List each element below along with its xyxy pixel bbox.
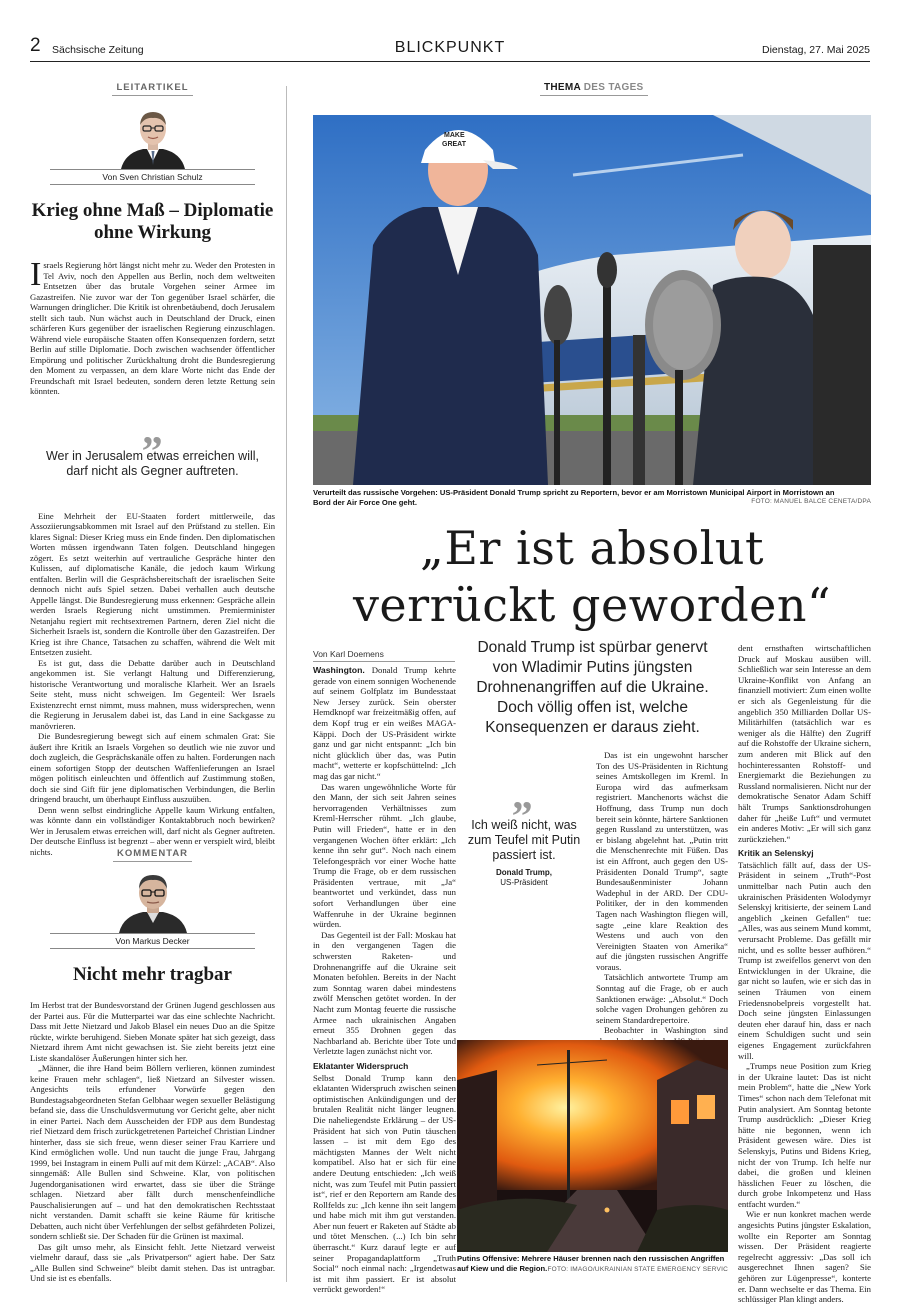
- photo1-credit: FOTO: MANUEL BALCE CENETA/DPA: [751, 498, 871, 505]
- kommentar-kicker: KOMMENTAR: [30, 848, 275, 859]
- headline-line-1: „Er ist absolut: [420, 521, 764, 575]
- article-column-3: dent ernsthaften wirtschaftlichen Druck auf Moskau ausüben will. Schließlich war sein Interesse an dem Ukraine-Konflikt von Anfang an finanziell motiviert: Zum einen wollte er sich als Gegenleistung für die angeblich 350 Milliarden Dollar US-Militärhilfen (tatsächlich war es weniger als die Hälfte) den Zugriff auf die Rohstoffe der Ukraine sichern, zum anderen mit Blick auf den hochinteressanten Rohstoff- und Energiemarkt die Beziehungen zu Russland normalisieren. Nicht nur der demokratische Senator Adam Schiff hält Trumps Sanktionsdrohungen daher für „heiße Luft“ und vermutet ein anderes Motiv: „Er will sich ganz zurückziehen.“ Kritik an Selenskyj Tatsächlich fällt auf, dass der US-Präsident in seinem „Truth“-Post unmittelbar nach Putin auch den ukrainischen Präsidenten Wolodymyr Selenskyj kritisierte, der seinem Land angeblich „keinen Gefallen“ tue: „Alles, was aus seinem Mund kommt, verursacht Probleme. Das gefällt mir nicht, und es sollte besser aufhören.“ Trump ist zweifellos genervt von den Entwicklungen in der Ukraine, die gar nicht so laufen, wie er sich das in seinen Träumen von einem Friedensnobelpreis vorgestellt hat. Doch seine jüngsten Einlassungen deuten eher darauf hin, dass er nach einem Schuldigen sucht und sein eigenes Engagement zurückfahren will. „Trumps neue Position zum Krieg in der Ukraine lautet: Das ist nicht mein Problem“, hatte die „New York Times“ schon nach dem Telefonat mit Putin analysiert. Am Sonntag betonte Trump ausdrücklich: „Dieser Krieg hätte nie begonnen, wenn ich Präsident gewesen wäre. Dies ist Selenskyjs, Putins und Bidens Krieg, nicht der von Trump. Ich helfe nur dabei, die großen und kleinen hässlichen Feuer zu löschen, die durch grobe Inkompetenz und Hass entfacht wurden.“ Wie er nun konkret machen werde angesichts Putins jüngster Eskalation, wollte ein Reporter am Sonntag wissen. Der Präsident reagierte regelrecht aggressiv: „Das soll ich ausgerechnet Ihnen sagen? Sie gehören zur Lügenpresse“, konterte er. Dann wechselte er das Thema. Ein schlüssiger Plan klingt anders.: [738, 643, 872, 1305]
- author-portrait-schulz: [113, 107, 193, 169]
- kommentar: [30, 848, 275, 1284]
- article-column-1: Washington. Donald Trump kehrte gerade von einem sonnigen Wochenende auf seinem Golfplatz im Bundesstaat New Jersey zurück. Sein oberster Hemdknopf war freizeitmäßig offen, auf dem Kopf trug er ein weißes MAGA-Käppi. Doch der US-Präsident wirkte ganz und gar nicht entspannt: „Ich bin nicht glücklich über das, was Putin macht“, wetterte er kopfschüttelnd: „Ich mag das gar nicht.“ Das waren ungewöhnliche Worte für den Mann, der sich seit Jahren seines hervorragenden Verhältnisses zum Kreml-Herrscher rühmt. „Ich glaube, Putin will Frieden“, hatte er in den vergangenen Wochen öfter erklärt: „Ich kenne ihn sehr gut“. Noch nach einem Telefongespräch vor einer Woche hatte Trump die Frage, ob er dem russischen Präsidenten vertraue, mit „Ja“ beantwortet und verkündet, dass nun sofort Verhandlungen über eine Waffenruhe in der Ukraine beginnen würden. Das Gegenteil ist der Fall: Moskau hat in den vergangenen Tagen die schwersten Raketen- und Drohnenangriffe auf die Ukraine seit Monaten befohlen. Bereits in der Nacht zum Sonntag waren dabei mindestens zwölf Menschen getötet worden. In der Nacht zum Montag feuerte die russische Armee nach ukrainischen Angaben erneut 355 Drohnen gegen das Nachbarland ab. Berichte über Tote und Verletzte lagen zunächst nicht vor. Eklatanter Widerspruch Selbst Donald Trump kann den eklatanten Widerspruch zwischen seinen optimistischen Ankündigungen und der brutalen Realität nicht länger leugnen. Die naheliegendste Erklärung – der US-Präsident hat sich von Putin täuschen lassen – ist mit dem Ego des mächtigsten Mannes der Welt nicht kompatibel. Also hat er sich für eine andere Deutung entschieden: „Ich weiß nicht, was zum Teufel mit Putin passiert ist“, rief er den Reportern am Rande des Rollfelds zu: „Ich kenne ihn seit langem und habe mich mit ihm gut verstanden. Aber nun feuert er Raketen auf Städte ab und tötet Menschen. (...) Ich bin sehr überrascht.“ Kurz darauf legte er auf seiner Propagandaplattform „Truth Social“ noch einmal nach: „Irgendetwas ist mit ihm passiert. Er ist absolut verrückt geworden!“: [313, 665, 457, 1295]
- subhead-widerspruch: Eklatanter Widerspruch: [313, 1060, 409, 1071]
- newspaper-name: Sächsische Zeitung: [52, 44, 144, 56]
- dateline: Washington.: [313, 665, 365, 675]
- thema-des-tages-kicker: THEMA DES TAGES: [540, 82, 648, 96]
- burning-houses-photo: [457, 1040, 728, 1252]
- main-pull-quote: Ich weiß nicht, was zum Teufel mit Putin passiert ist.: [467, 818, 581, 862]
- article-deck: Donald Trump ist spürbar genervt von Wladimir Putins jüngsten Drohnenangriffen auf die Ukraine. Doch völlig offen ist, welche Konsequenzen er daraus zieht.: [476, 639, 709, 736]
- leitartikel-body-1: Israels Regierung hört längst nicht mehr zu. Weder den Protesten in Tel Aviv, noch den Appellen aus Berlin, noch dem weltweiten Entsetzen über das brutale Vorgehen seiner Armee im Gazastreifen. Nie zuvor war der Ton gegenüber Israel schärfer, die Warnungen dringlicher. Die Kritik ist ohrenbetäubend, doch Jerusalem stellt sich taub. Nun wächst auch in Deutschland der Druck, einen schärferen Kurs gegenüber der israelischen Regierung einzuschlagen. Während viele europäische Staaten offen Konsequenzen fordern, setzt Berlin auf stille Diplomatie. Doch zwischen wachsender öffentlicher Empörung und politischer Zurückhaltung droht die Bundesregierung den Moment zu verpassen, an dem klare Worte nicht das Ende der Freundschaft mit Israel bedeuten, sondern deren letzte Rettung sein könnten.: [30, 256, 275, 396]
- leitartikel-pull-quote: Wer in Jerusalem etwas erreichen will, darf nicht als Gegner auftreten.: [45, 448, 260, 478]
- quote-mark-icon: „: [142, 406, 163, 453]
- quote-mark-icon-main: „: [512, 772, 533, 818]
- section-title: BLICKPUNKT: [394, 39, 506, 56]
- leitartikel-title: Krieg ohne Maß – Diplomatie ohne Wirkung: [31, 200, 274, 243]
- leitartikel-body-2: Eine Mehrheit der EU-Staaten fordert mittlerweile, das Assoziierungsabkommen mit Israel auf den Prüfstand zu stellen. Ein klares Signal: Dieser Krieg muss ein Ende finden. Den diplomatischen Worten müssen irgendwann Taten folgen. Deutschland hingegen zögert. Es setzt weiterhin auf vertrauliche Gespräche hinter den Kulissen, auf diplomatische Kanäle, die jedoch kaum Wirkung entfalten. Berlin will die Gesprächsbereitschaft der israelischen Seite dennoch nicht aufs Spiel setzen. Dabei verhallen auch deutsche Appelle längst. Die Bundesregierung muss erkennen: Gespräche allein werden Israels Regierung nicht umstimmen. Premierminister Netanjahu regiert mit rechtsextremen Partnern, deren Ziel nicht die Sicherheit Israels ist, sondern die Kontrolle über den Gazastreifen. Der Krieg ist ihre Chance, Tatsachen zu schaffen, während die Welt mit Entsetzen zusieht. Es ist gut, dass die Debatte darüber auch in Deutschland angekommen ist. Sie verlangt Haltung und Differenzierung, historische Verantwortung und moralische Klarheit. Wer an Israels Seite steht, muss nicht schweigen. Im Gegenteil: Wer Israels Existenzrecht ernst nimmt, muss mahnen, muss widersprechen, wenn die Regierung in Jerusalem dabei ist, das Land in eine Sackgasse zu manövrieren. Die Bundesregierung bewegt sich auf einem schmalen Grat: Sie äußert ihre Kritik an Israels Vorgehen so deutlich wie nie zuvor und doch zugleich, die Gesprächskanäle offen zu halten. Forderungen nach einem sofortigen Stopp der deutschen Waffenlieferungen an Israel mögen politisch einleuchten und öffentlich auf Zustimmung stoßen, doch sie sind Gift für jene diplomatischen Verbindungen, die Berlin dringend braucht, um überhaupt Einfluss auszuüben. Denn wenn selbst eindringliche Appelle kaum Wirkung entfalten, was könnte dann ein vollständiger Kontaktabbruch noch bewirken? Wer in Jerusalem etwas erreichen will, darf nicht als Gegner auftreten. Der deutsche Einfluss ist begrenzt – aber wenn er verspielt wird, bleibt nichts.: [30, 510, 275, 857]
- svg-text:GREAT: GREAT: [442, 141, 466, 148]
- author-portrait-decker: [113, 871, 193, 933]
- photo2-caption: Putins Offensive: Mehrere Häuser brennen nach den russischen Angriffen auf Kiew und die Region.: [457, 1254, 725, 1273]
- subhead-selenskyj: Kritik an Selenskyj: [738, 848, 814, 859]
- cap-text: MAKE: [444, 132, 465, 139]
- main-headline: [313, 520, 871, 634]
- kommentar-byline: Von Markus Decker: [50, 933, 255, 949]
- drop-cap: I: [30, 256, 42, 293]
- photo2-credit: FOTO: IMAGO/UKRAINIAN STATE EMERGENCY SERVIC: [547, 1266, 728, 1273]
- trump-photo: [313, 115, 871, 485]
- page-header: [30, 35, 870, 62]
- kommentar-title: Nicht mehr tragbar: [72, 964, 232, 985]
- headline-line-2: verrückt geworden“: [352, 578, 832, 632]
- article-column-2: Das ist ein ungewohnt harscher Ton des US-Präsidenten in Richtung seines Amtskollegen im Kreml. In Europa wird das aufmerksam registriert. Manchenorts wächst die Hoffnung, dass Trump nun doch bereit sein könnte, härtere Sanktionen gegen Russland zu unterstützen, was er bislang abgelehnt hat. „Putin tritt die Menschenrechte mit Füßen. Das ist ein Affront, auch gegen den US-Präsidenten Donald Trump“, sagte Bundesaußenminister Johann Wadephul in der ARD. Der CDU-Politiker, der in den kommenden Tagen nach Washington fliegen will, sagte „eine klare Reaktion des Westens und auch von den Vereinigten Staaten von Amerika“ auf die jüngsten russischen Angriffe voraus. Tatsächlich antwortete Trump am Sonntag auf die Frage, ob er auch Sanktionen erwäge: „Absolut.“ Doch solche vagen Drohungen gehören zu seinem Standardrepertoire. Beobachter in Washington sind: [596, 750, 728, 1036]
- issue-date: Dienstag, 27. Mai 2025: [762, 44, 870, 56]
- photo1-caption: Verurteilt das russische Vorgehen: US-Präsident Donald Trump spricht zu Reportern, bevor er am Morristown Municipal Airport in Morristown an Bord der Air Force One geht.: [313, 488, 835, 507]
- page-number: 2: [30, 35, 41, 56]
- article-byline: Von Karl Doemens: [313, 649, 455, 662]
- leitartikel-byline: Von Sven Christian Schulz: [50, 169, 255, 185]
- kommentar-body: Im Herbst trat der Bundesvorstand der Grünen Jugend geschlossen aus der Partei aus. Für die Mutterpartei war das eine schlechte Nachricht. Dass mit Jette Nietzard und Jakob Blasel ein neues Duo an die Spitze rückte, wirkte beruhigend. Sieben Monate später hat sich gezeigt, dass Nietzard ihrem Amt nicht gewachsen ist. Sie zieht bereits jetzt eine Liste skandalöser Äußerungen hinter sich her. „Männer, die ihre Hand beim Böllern verlieren, können zumindest keine Frauen mehr schlagen“, ließ Nietzard an Silvester wissen. Angesichts teils erfundener Vorwürfe gegen den Bundestagsabgeordneten Stefan Gelbhaar wegen sexueller Belästigung befand sie, dass die Unschuldsvermutung vor Gericht gelte, aber nicht in einer Partei. Nach dem Ausscheiden der FDP aus dem Bundestag rief Nietzard dem frisch zurückgetretenen Parteichef Christian Lindner hinterher, dass sie sich freue, wenn dieser seiner Frau Karriere und Kind ermöglichen wolle. Und nun taucht die junge Frau, Jahrgang 1999, bei Instagram in einem Pulli auf mit dem Kürzel: „ACAB“. Also sinngemäß: Alle Bullen sind Schweine. Klar, von politischen Jugendorganisationen wird erwartet, dass sie über die Stränge schlagen. Nietzard aber fällt durch menschenfeindliche Pauschalisierungen auf – und hat den demokratischen Rechtsstaat nicht verstanden. Damit schafft sie keine Räume für kritische Debatten, auch nicht über Verfehlungen der selbst gefährdeten Polizei, sondern schließt sie. Der Schaden für die Grünen ist maximal. Das gilt umso mehr, als Einsicht fehlt. Jette Nietzard verweist vielmehr darauf, dass sie „als Privatperson“ agiert habe. Der Satz „Alle Bullen sind Schweine“ bleibt damit stehen. Das ist untragbar. Und sie ist es ebenfalls.: [30, 1000, 275, 1283]
- quote-attribution: Donald Trump, US-Präsident: [496, 868, 552, 887]
- leitartikel-kicker: LEITARTIKEL: [30, 82, 275, 93]
- column-divider: [286, 86, 287, 1282]
- leitartikel: [30, 82, 275, 857]
